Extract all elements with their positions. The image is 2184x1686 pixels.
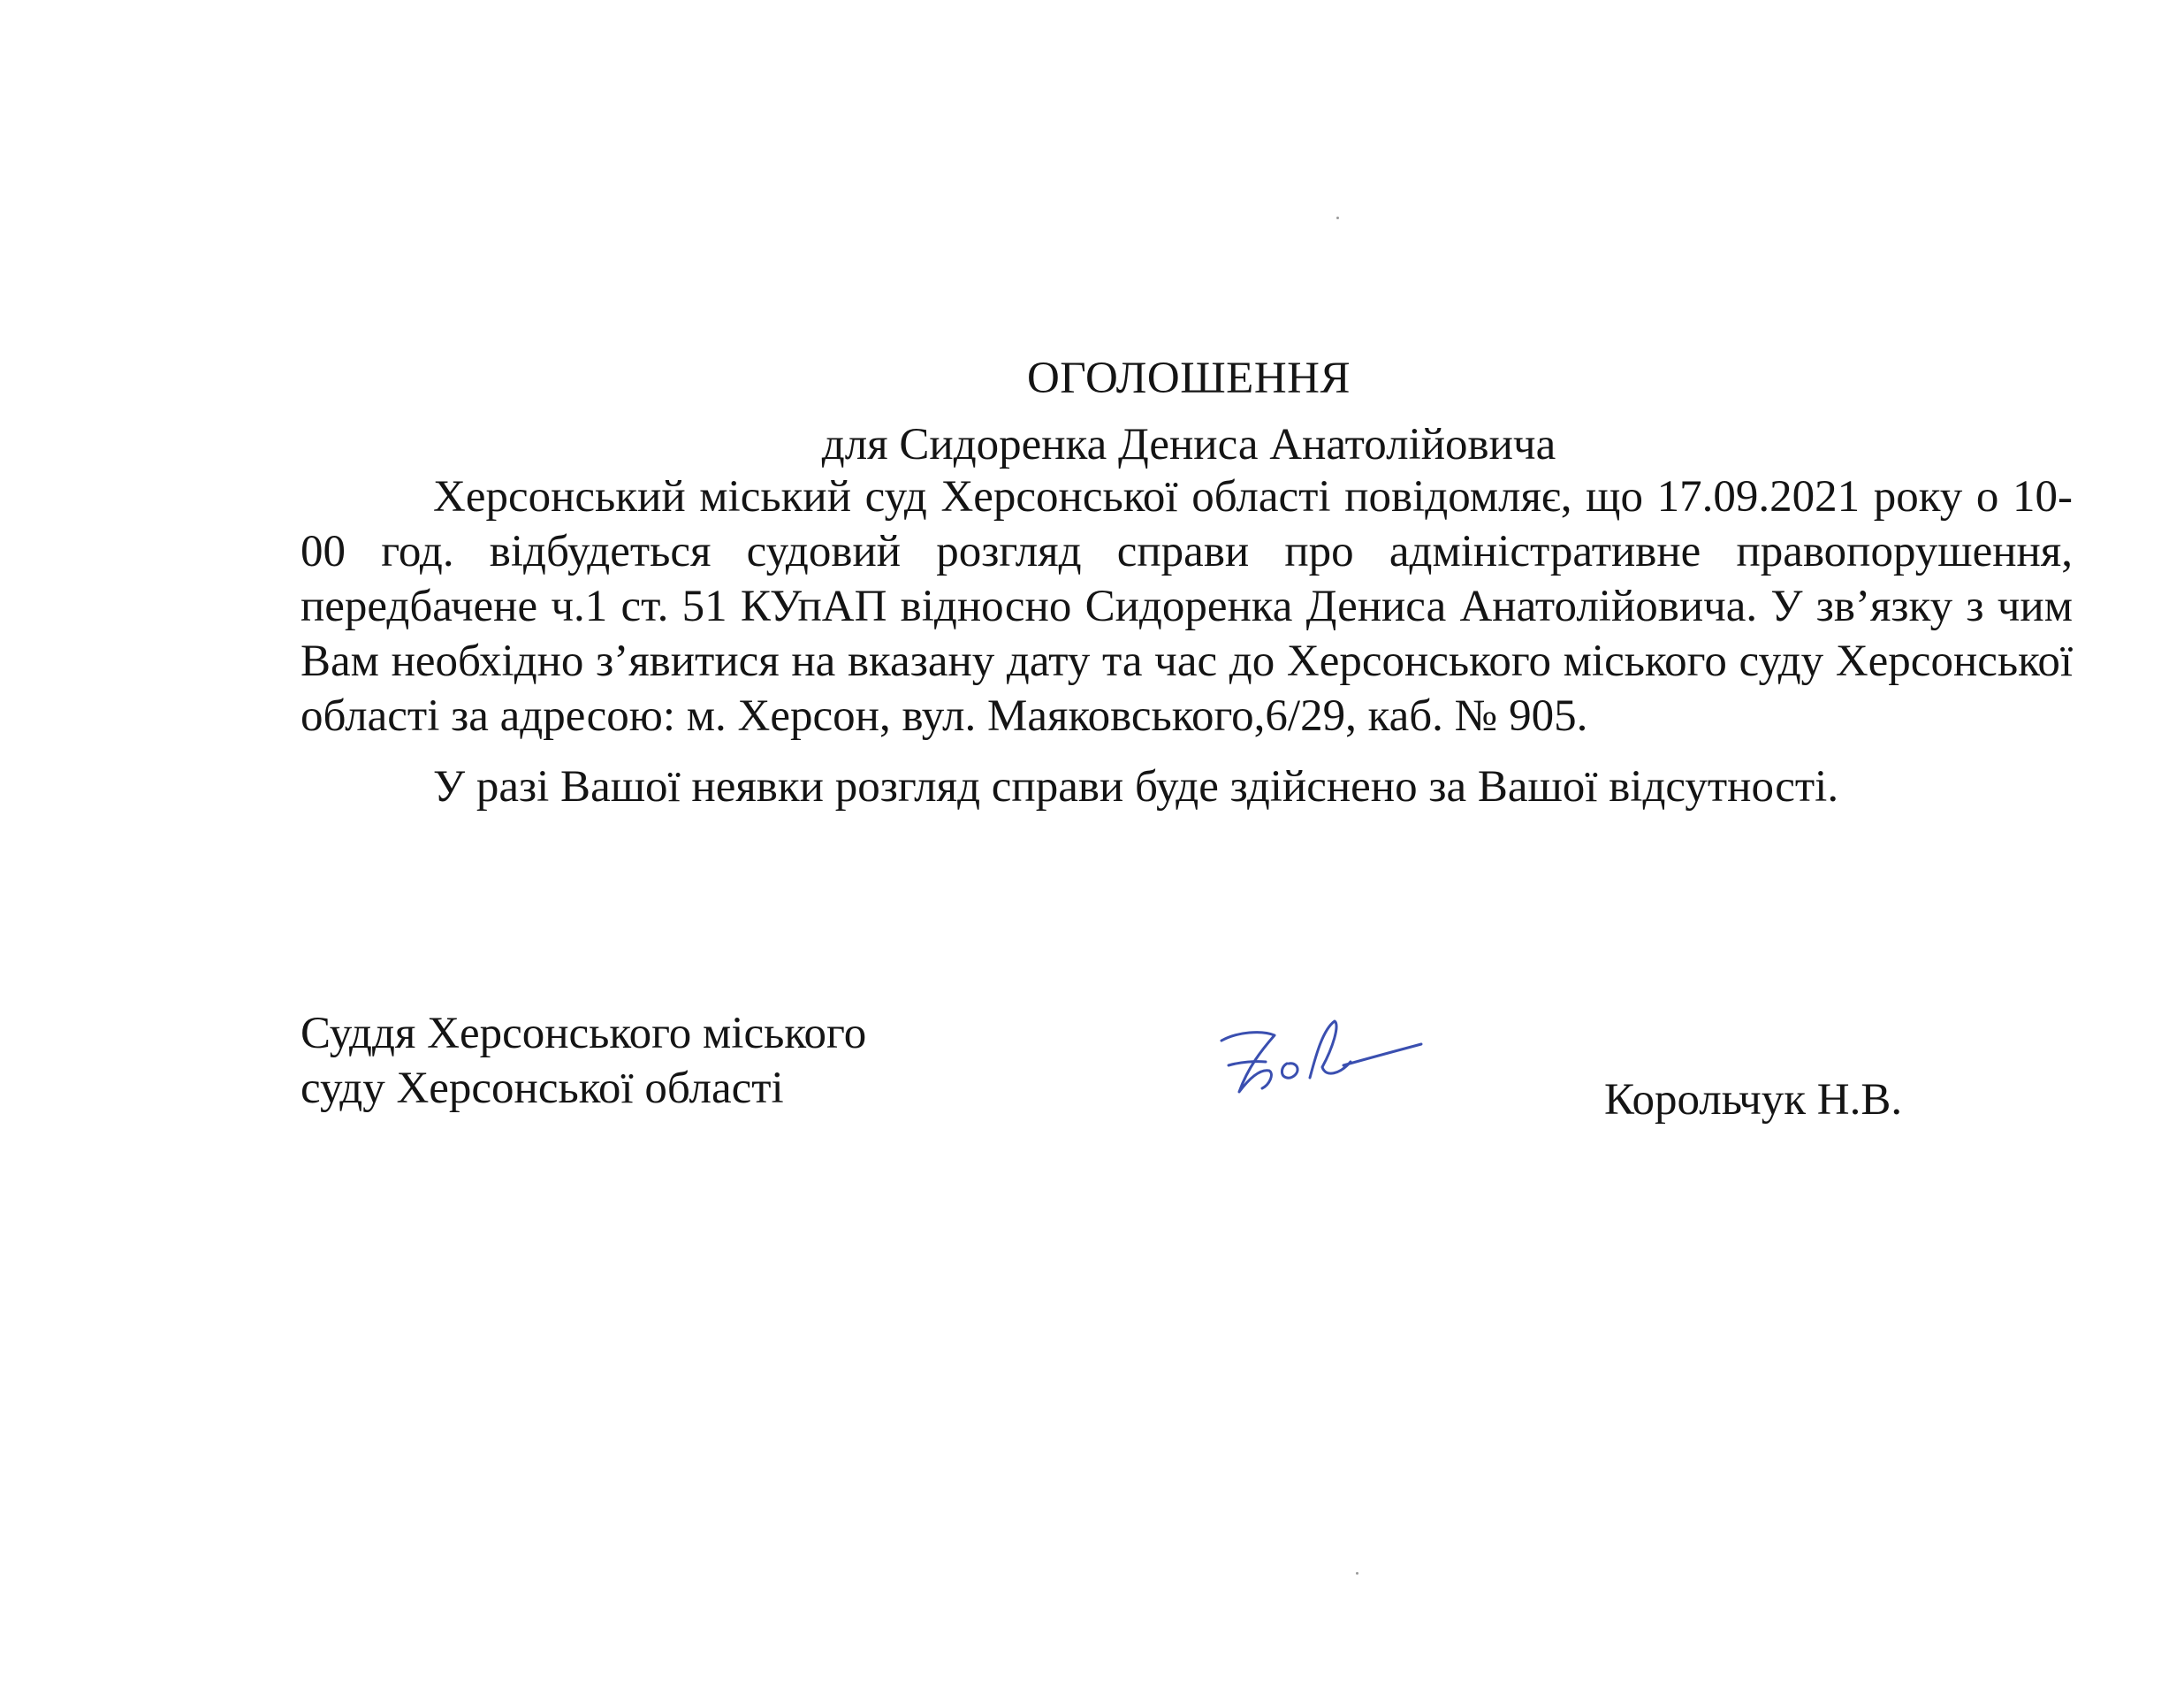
judge-title-line-1: Суддя Херсонського міського: [301, 1009, 867, 1058]
announcement-body: [301, 469, 2073, 814]
scan-speck: [1336, 217, 1339, 219]
handwritten-signature: [1211, 1012, 1432, 1110]
addressee-line: для Сидоренка Дениса Анатолійовича: [821, 420, 1556, 469]
scan-speck: [1356, 1572, 1358, 1575]
judge-title-block: [301, 1006, 866, 1116]
absence-warning-paragraph: У разі Вашої неявки розгляд справи буде здійснено за Вашої відсутності.: [433, 762, 1839, 812]
judge-title-line-2: суду Херсонської області: [301, 1064, 784, 1113]
judge-name: Корольчук Н.В.: [1604, 1075, 1903, 1125]
notice-paragraph: Херсонський міський суд Херсонської області повідомляє, що 17.09.2021 року о 10-00 год. відбудеться судовий розгляд справи про адміністративне правопорушення, передбачене ч.1 ст. 51 КУпАП відносно Сидоренка Дениса Анатолійовича. У зв’язку з чим Вам необхідно з’явитися на вказану дату та час до Херсонського міського суду Херсонської області за адресою: м. Херсон, вул. Маяковського,6/29, каб. № 905.: [301, 472, 2073, 741]
document-heading: ОГОЛОШЕННЯ: [1026, 354, 1351, 403]
